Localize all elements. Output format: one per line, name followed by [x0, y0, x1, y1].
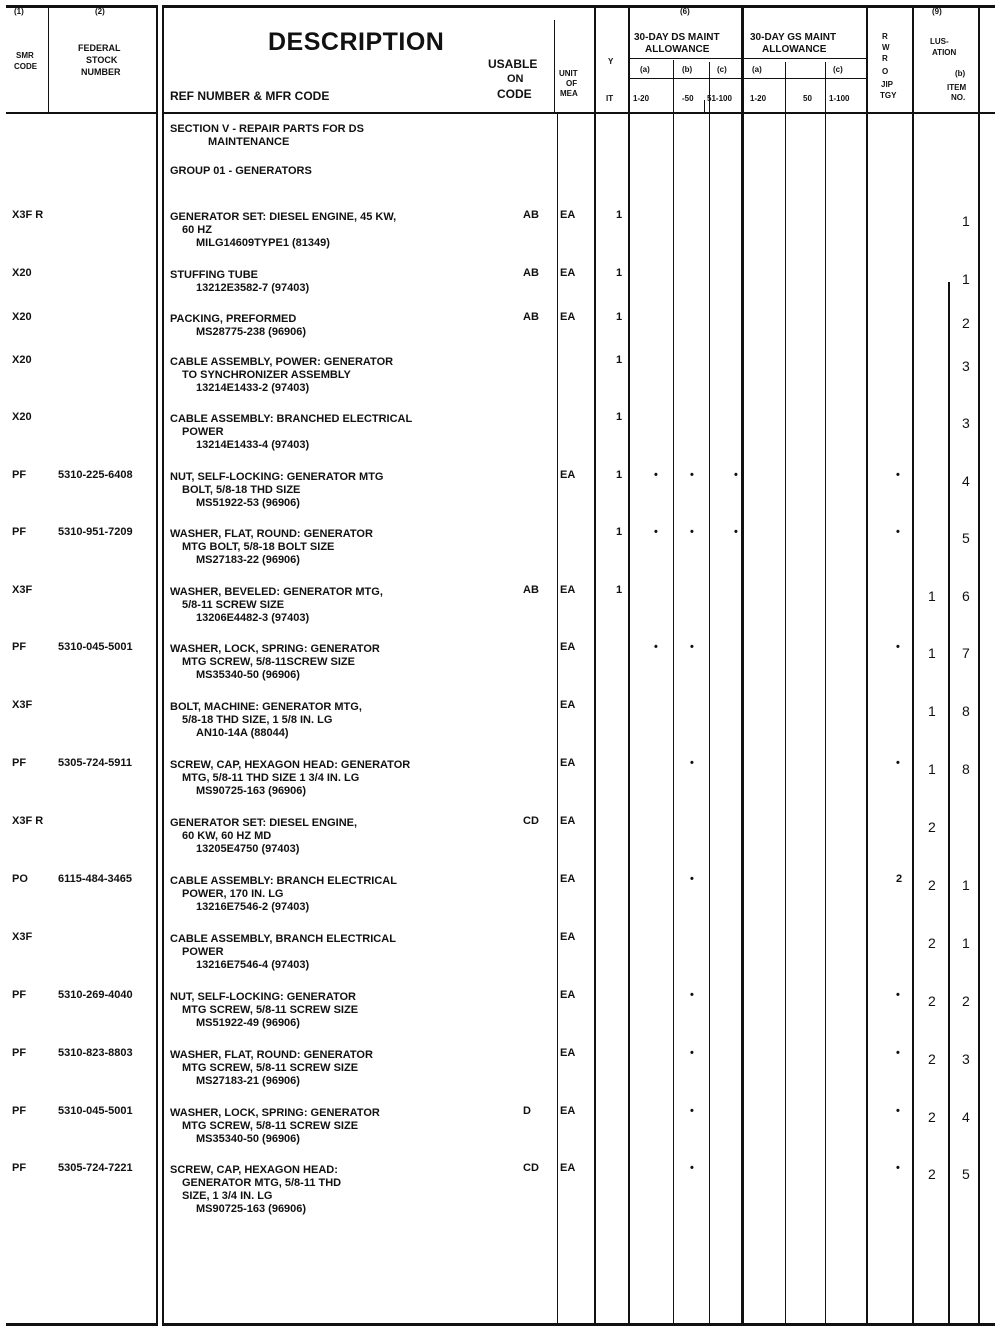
cell-item: 1	[962, 271, 970, 287]
cell-fsn: 5310-225-6408	[58, 469, 133, 481]
col1-number: (1)	[14, 7, 24, 16]
description-line: 13214E1433-4 (97403)	[196, 439, 310, 451]
col-rule	[557, 114, 558, 1323]
unit-label-2: OF	[566, 79, 578, 88]
cell-item: 7	[962, 645, 970, 661]
depot-label-5: JIP	[881, 80, 894, 89]
col-rule	[785, 62, 786, 1323]
cell-item: 1	[962, 877, 970, 893]
col-rule	[912, 5, 914, 1326]
cell-fsn: 5310-823-8803	[58, 1047, 133, 1059]
cell-unit: EA	[560, 1162, 576, 1174]
description-line: NUT, SELF-LOCKING: GENERATOR MTG	[170, 471, 384, 483]
cell-depot: 2	[896, 873, 903, 885]
col-rule	[594, 5, 596, 1326]
cell-smr: X20	[12, 311, 32, 323]
description-line: CABLE ASSEMBLY, POWER: GENERATOR	[170, 356, 394, 368]
description-line: MS28775-238 (96906)	[196, 326, 307, 338]
description-line: 13206E4482-3 (97403)	[196, 612, 310, 624]
cell-smr: PF	[12, 641, 27, 653]
cell-depot: •	[896, 989, 900, 1001]
description-line: MS51922-49 (96906)	[196, 1017, 300, 1029]
cell-ds-b: •	[690, 526, 694, 538]
cell-qty: 1	[616, 526, 623, 538]
ds-range-a: 1-20	[633, 94, 650, 103]
description-line: 13212E3582-7 (97403)	[196, 282, 310, 294]
cell-illus-a: 2	[928, 877, 936, 893]
col-rule	[673, 60, 674, 1323]
cell-item: 3	[962, 415, 970, 431]
cell-illus-a: 2	[928, 993, 936, 1009]
description-line: NUT, SELF-LOCKING: GENERATOR	[170, 991, 356, 1003]
cell-unit: EA	[560, 873, 576, 885]
cell-qty: 1	[616, 354, 623, 366]
description-line: STUFFING TUBE	[170, 269, 258, 281]
description-line: MILG14609TYPE1 (81349)	[196, 237, 330, 249]
depot-label-2: W	[882, 43, 890, 52]
description-line: AN10-14A (88044)	[196, 727, 289, 739]
col-rule	[628, 5, 630, 1326]
cell-item: 4	[962, 473, 970, 489]
ds-sub-a: (a)	[640, 65, 650, 74]
description-line: MTG SCREW, 5/8-11 SCREW SIZE	[182, 1062, 359, 1074]
description-line: WASHER, LOCK, SPRING: GENERATOR	[170, 1107, 380, 1119]
gs-range-c: 1-100	[829, 94, 850, 103]
description-line: WASHER, FLAT, ROUND: GENERATOR	[170, 528, 373, 540]
fsn-label-3: NUMBER	[81, 67, 121, 77]
description-line: GENERATOR SET: DIESEL ENGINE,	[170, 817, 358, 829]
smr-label-1: SMR	[16, 51, 34, 60]
cell-item: 5	[962, 530, 970, 546]
cell-qty: 1	[616, 267, 623, 279]
header-divider	[6, 112, 156, 114]
col-rule	[554, 20, 555, 114]
description-line: 60 KW, 60 HZ MD	[182, 830, 272, 842]
cell-ds-b: •	[690, 873, 694, 885]
depot-label-6: TGY	[880, 91, 897, 100]
cell-illus-a: 2	[928, 935, 936, 951]
cell-fsn: 5305-724-5911	[58, 757, 133, 769]
cell-ds-b: •	[690, 469, 694, 481]
cell-ds-a: •	[654, 641, 658, 653]
qty-label-1: Y	[608, 57, 614, 66]
description-line: POWER, 170 IN. LG	[182, 888, 284, 900]
cell-unit: EA	[560, 641, 576, 653]
gs-sub-a: (a)	[752, 65, 762, 74]
cell-unit: EA	[560, 267, 576, 279]
cell-item: 1	[962, 213, 970, 229]
col-rule	[825, 62, 826, 1323]
cell-usable: AB	[523, 209, 539, 221]
cell-item: 3	[962, 1051, 970, 1067]
gs-allowance-1: 30-DAY GS MAINT	[750, 32, 837, 43]
fsn-label-2: STOCK	[86, 55, 118, 65]
cell-unit: EA	[560, 815, 576, 827]
description-line: MS90725-163 (96906)	[196, 785, 307, 797]
gs-range-a: 1-20	[750, 94, 767, 103]
cell-item: 6	[962, 588, 970, 604]
ds-allowance-1: 30-DAY DS MAINT	[634, 32, 720, 43]
ds-sub-c: (c)	[717, 65, 727, 74]
description-line: MS27183-22 (96906)	[196, 554, 300, 566]
gs-sub-c: (c)	[833, 65, 843, 74]
description-line: MS90725-163 (96906)	[196, 1203, 307, 1215]
cell-illus-a: 2	[928, 1109, 936, 1125]
subcol-line	[630, 78, 741, 79]
usable-label-3: CODE	[497, 87, 532, 101]
cell-smr: PF	[12, 1162, 27, 1174]
cell-ds-c: •	[734, 526, 738, 538]
illus-b: (b)	[955, 69, 966, 78]
cell-illus-a: 1	[928, 761, 936, 777]
description-line: GENERATOR SET: DIESEL ENGINE, 45 KW,	[170, 211, 397, 223]
description-line: POWER	[182, 946, 224, 958]
group-heading: GROUP 01 - GENERATORS	[170, 165, 312, 177]
allowance-underline	[744, 58, 866, 59]
cell-ds-a: •	[654, 526, 658, 538]
cell-unit: EA	[560, 209, 576, 221]
section-heading: MAINTENANCE	[208, 136, 290, 148]
description-line: WASHER, LOCK, SPRING: GENERATOR	[170, 643, 380, 655]
description-title: DESCRIPTION	[268, 28, 445, 56]
bottom-border	[6, 1323, 156, 1326]
cell-item: 3	[962, 358, 970, 374]
description-line: 13216E7546-2 (97403)	[196, 901, 310, 913]
cell-unit: EA	[560, 931, 576, 943]
col-rule	[48, 5, 49, 114]
cell-usable: CD	[523, 1162, 539, 1174]
cell-depot: •	[896, 641, 900, 653]
description-line: MTG BOLT, 5/8-18 BOLT SIZE	[182, 541, 335, 553]
allowance-underline	[630, 58, 741, 59]
subcol-line	[744, 78, 866, 79]
cell-smr: X20	[12, 411, 32, 423]
cell-usable: AB	[523, 267, 539, 279]
cell-item: 2	[962, 993, 970, 1009]
description-line: 13216E7546-4 (97403)	[196, 959, 310, 971]
cell-illus-a: 2	[928, 1051, 936, 1067]
illus-label-2: ATION	[932, 48, 957, 57]
cell-depot: •	[896, 469, 900, 481]
cell-unit: EA	[560, 1047, 576, 1059]
col9-number: (9)	[932, 7, 942, 16]
unit-label-1: UNIT	[559, 69, 578, 78]
depot-label-1: R	[882, 32, 888, 41]
col-rule	[162, 5, 164, 1326]
cell-fsn: 5310-045-5001	[58, 1105, 133, 1117]
cell-ds-b: •	[690, 1105, 694, 1117]
cell-illus-a: 1	[928, 645, 936, 661]
qty-label-2: IT	[606, 94, 614, 103]
cell-smr: PF	[12, 1105, 27, 1117]
col2-number: (2)	[95, 7, 105, 16]
cell-fsn: 5310-045-5001	[58, 641, 133, 653]
cell-item: 5	[962, 1166, 970, 1182]
description-line: CABLE ASSEMBLY, BRANCH ELECTRICAL	[170, 933, 396, 945]
cell-smr: X3F	[12, 584, 33, 596]
top-border	[6, 5, 156, 8]
cell-usable: D	[523, 1105, 531, 1117]
description-line: CABLE ASSEMBLY: BRANCHED ELECTRICAL	[170, 413, 413, 425]
cell-illus-a: 1	[928, 588, 936, 604]
gs-allowance-2: ALLOWANCE	[762, 44, 827, 55]
col-rule	[709, 62, 710, 1323]
depot-label-4: O	[882, 67, 889, 76]
cell-smr: PF	[12, 469, 27, 481]
section-heading: SECTION V - REPAIR PARTS FOR DS	[170, 123, 364, 135]
cell-depot: •	[896, 1047, 900, 1059]
cell-item: 8	[962, 703, 970, 719]
description-line: GENERATOR MTG, 5/8-11 THD	[182, 1177, 342, 1189]
cell-qty: 1	[616, 469, 623, 481]
description-line: MTG SCREW, 5/8-11SCREW SIZE	[182, 656, 355, 668]
description-line: MS35340-50 (96906)	[196, 1133, 300, 1145]
cell-ds-b: •	[690, 757, 694, 769]
cell-smr: X3F	[12, 699, 33, 711]
cell-ds-b: •	[690, 1047, 694, 1059]
cell-qty: 1	[616, 411, 623, 423]
header-divider	[163, 112, 995, 114]
cell-smr: X3F	[12, 931, 33, 943]
usable-label-2: ON	[507, 73, 524, 85]
cell-depot: •	[896, 1162, 900, 1174]
item-label-2: NO.	[951, 93, 966, 102]
description-line: MS51922-53 (96906)	[196, 497, 300, 509]
item-label-1: ITEM	[947, 83, 967, 92]
cell-depot: •	[896, 757, 900, 769]
top-border	[163, 5, 995, 8]
cell-fsn: 5305-724-7221	[58, 1162, 133, 1174]
description-line: WASHER, FLAT, ROUND: GENERATOR	[170, 1049, 373, 1061]
description-line: CABLE ASSEMBLY: BRANCH ELECTRICAL	[170, 875, 397, 887]
cell-unit: EA	[560, 1105, 576, 1117]
col-rule	[156, 5, 158, 1326]
cell-unit: EA	[560, 584, 576, 596]
ds-range-b: -50	[682, 94, 694, 103]
cell-smr: PF	[12, 989, 27, 1001]
description-line: MTG SCREW, 5/8-11 SCREW SIZE	[182, 1004, 359, 1016]
usable-label-1: USABLE	[488, 57, 538, 71]
description-line: BOLT, 5/8-18 THD SIZE	[182, 484, 301, 496]
description-line: TO SYNCHRONIZER ASSEMBLY	[182, 369, 351, 381]
cell-unit: EA	[560, 311, 576, 323]
cell-item: 4	[962, 1109, 970, 1125]
cell-item: 1	[962, 935, 970, 951]
cell-ds-a: •	[654, 469, 658, 481]
description-line: MS35340-50 (96906)	[196, 669, 300, 681]
bottom-border	[163, 1323, 995, 1326]
description-line: 60 HZ	[182, 224, 212, 236]
smr-label-2: CODE	[14, 62, 38, 71]
ref-number-label: REF NUMBER & MFR CODE	[170, 89, 330, 103]
cell-fsn: 5310-269-4040	[58, 989, 133, 1001]
col-rule	[978, 5, 980, 1326]
description-line: WASHER, BEVELED: GENERATOR MTG,	[170, 586, 383, 598]
description-line: 13214E1433-2 (97403)	[196, 382, 310, 394]
cell-smr: X20	[12, 267, 32, 279]
cell-smr: PF	[12, 757, 27, 769]
cell-unit: EA	[560, 699, 576, 711]
col-rule	[948, 282, 950, 1323]
ds-sub-b: (b)	[682, 65, 693, 74]
cell-ds-c: •	[734, 469, 738, 481]
cell-depot: •	[896, 526, 900, 538]
cell-smr: X3F R	[12, 815, 44, 827]
description-line: MTG, 5/8-11 THD SIZE 1 3/4 IN. LG	[182, 772, 360, 784]
cell-unit: EA	[560, 989, 576, 1001]
unit-label-3: MEA	[560, 89, 578, 98]
cell-smr: X20	[12, 354, 32, 366]
cell-ds-b: •	[690, 641, 694, 653]
cell-smr: PO	[12, 873, 28, 885]
cell-unit: EA	[560, 469, 576, 481]
cell-item: 2	[962, 315, 970, 331]
cell-usable: CD	[523, 815, 539, 827]
illus-label-1: LUS-	[930, 37, 949, 46]
cell-ds-b: •	[690, 1162, 694, 1174]
description-line: 5/8-11 SCREW SIZE	[182, 599, 285, 611]
cell-ds-b: •	[690, 989, 694, 1001]
gs-range-b: 50	[803, 94, 812, 103]
cell-unit: EA	[560, 757, 576, 769]
cell-depot: •	[896, 1105, 900, 1117]
cell-fsn: 5310-951-7209	[58, 526, 133, 538]
description-line: MTG SCREW, 5/8-11 SCREW SIZE	[182, 1120, 359, 1132]
description-line: BOLT, MACHINE: GENERATOR MTG,	[170, 701, 362, 713]
description-line: MS27183-21 (96906)	[196, 1075, 300, 1087]
cell-smr: PF	[12, 526, 27, 538]
description-line: PACKING, PREFORMED	[170, 313, 297, 325]
col-rule	[866, 5, 868, 1326]
description-line: SIZE, 1 3/4 IN. LG	[182, 1190, 273, 1202]
col-rule	[741, 5, 744, 1326]
cell-usable: AB	[523, 311, 539, 323]
col6-number: (6)	[680, 7, 690, 16]
description-line: SCREW, CAP, HEXAGON HEAD: GENERATOR	[170, 759, 411, 771]
col-rule	[704, 100, 705, 114]
cell-qty: 1	[616, 209, 623, 221]
ds-allowance-2: ALLOWANCE	[645, 44, 710, 55]
cell-smr: X3F R	[12, 209, 44, 221]
cell-qty: 1	[616, 311, 623, 323]
cell-fsn: 6115-484-3465	[58, 873, 133, 885]
cell-illus-a: 2	[928, 819, 936, 835]
description-line: 5/8-18 THD SIZE, 1 5/8 IN. LG	[182, 714, 333, 726]
cell-qty: 1	[616, 584, 623, 596]
description-line: POWER	[182, 426, 224, 438]
cell-illus-a: 1	[928, 703, 936, 719]
cell-illus-a: 2	[928, 1166, 936, 1182]
cell-item: 8	[962, 761, 970, 777]
description-line: SCREW, CAP, HEXAGON HEAD:	[170, 1164, 338, 1176]
ds-range-c: 51-100	[707, 94, 732, 103]
description-line: 13205E4750 (97403)	[196, 843, 300, 855]
depot-label-3: R	[882, 54, 888, 63]
cell-smr: PF	[12, 1047, 27, 1059]
fsn-label-1: FEDERAL	[78, 43, 121, 53]
cell-usable: AB	[523, 584, 539, 596]
